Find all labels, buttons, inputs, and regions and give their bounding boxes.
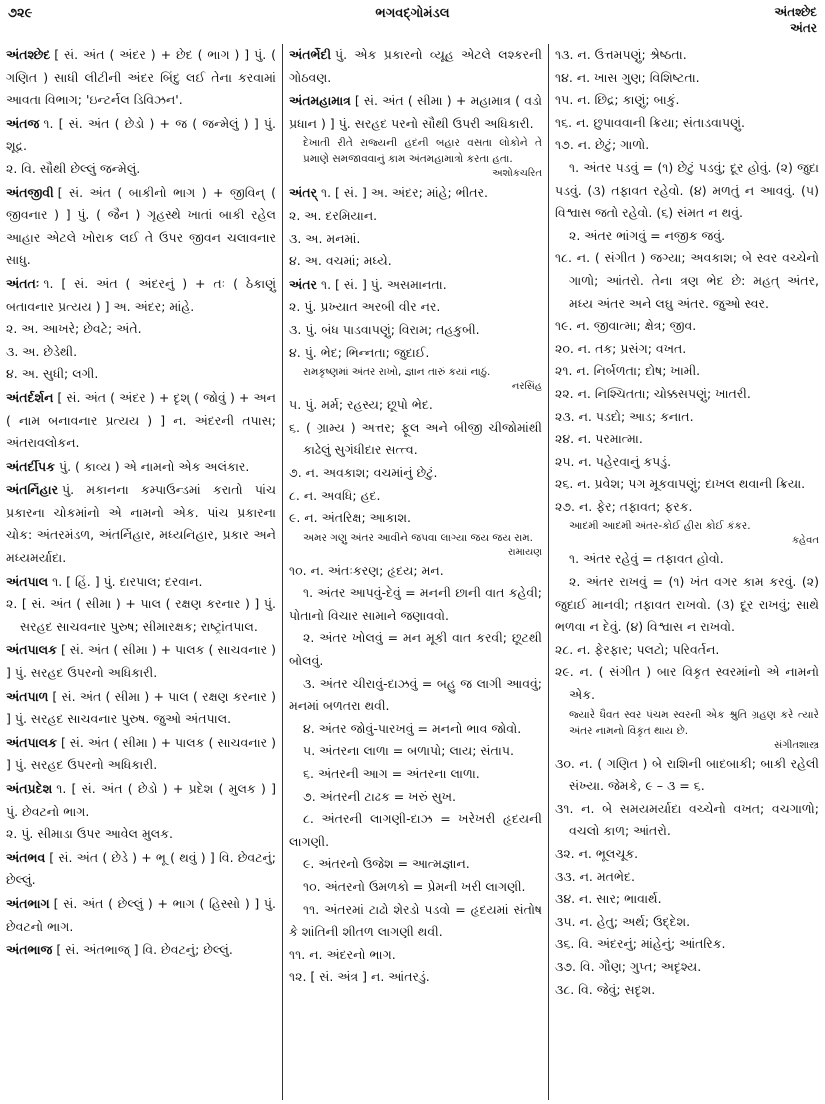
guide-words [775, 4, 817, 36]
definition: ૧૫. ન. છિદ્ર; કાણું; બાકું. [555, 92, 680, 108]
dictionary-entry [6, 847, 276, 892]
definition: ૩૨. ન. ભૂલચૂક. [555, 846, 639, 861]
headword: અંતર્ [289, 185, 317, 201]
citation: દેખાતી રીતે રાજ્યની હદની બહાર વસતા લોકોને તે પ્રમાણે સમજાવવાનું કામ અંતમહામાત્રો કરતા હતા. [303, 137, 542, 166]
definition: ૯. ન. અંતરિક્ષ; આકાશ. [289, 510, 412, 526]
definition: પું. મકાનના કમ્પાઉન્ડમાં કરાતો પાંચ પ્રકારના ચોકમાંનો એ નામનો એક. પાંચ પ્રકારના ચોક: અંતરમંડળ, અંતર્નિહાર, મધ્યનિહાર, પ્રકાર અને મધ્યમર્યાદા. [6, 482, 276, 566]
definition: ૨૨. ન. નિશ્ચિતતા; ચોક્કસપણું; ખાતરી. [555, 385, 751, 401]
guide-word-last: અંતર [790, 21, 817, 35]
definition: ૧. [ હિં. ] પું. દારપાલ; દરવાન. [52, 573, 203, 589]
column-3 [549, 44, 825, 1100]
page-number: ૭૨૯ [8, 6, 33, 21]
definition: ૨૩. ન. પડદો; આડ; કનાત. [555, 408, 694, 424]
citation: રામકૃષ્ણમાં અંતર રાખો, જ્ઞાન તારું કયાં નાઠું. [303, 366, 491, 379]
definition: પું. એક પ્રકારનો વ્યૂહ એટલે લશ્કરની ગોઠવણ. [289, 47, 542, 85]
definition: ૮. ન. અવધિ; હદ. [289, 487, 381, 503]
column-2 [283, 44, 549, 1100]
definition: ૩૫. ન. હેતુ; અર્થ; ઉદ્દેશ. [555, 913, 691, 929]
idiom: ૭. અંતરની ટાઢક = ખરું સુખ. [303, 788, 457, 804]
citation-source: નરસિંહ [511, 381, 542, 393]
definition: ૨૯. ન. ( સંગીત ) બાર વિકૃત સ્વરમાંનો એ નામનો એક. [555, 664, 819, 703]
definition: ૬. ( ગ્રામ્ય ) અત્તર; ફૂલ અને બીજી ચીજોમાંથી કાઢેલું સુગંધીદાર સત્ત્વ. [289, 419, 542, 458]
page-header [0, 0, 825, 40]
definition: [ સં. અંત ( સીમા ) + મહામાત્ર ( વડો પ્રધાન ) ] પું. સરહદ પરનો સૌથી ઉપરી અધિકારી. [289, 93, 542, 131]
definition: ૨. વિ. સૌથી છેલ્લું જન્મેલું. [6, 160, 141, 176]
definition: ૩૬. વિ. અંદરનું; માંહેનું; આંતરિક. [555, 936, 726, 952]
dictionary-entry [6, 479, 276, 569]
definition: ૫. પું. મર્મ; રહસ્ય; છૂપો ભેદ. [289, 397, 433, 413]
definition: ૨૮. ન. ફેરફાર; પલટો; પરિવર્તન. [555, 641, 720, 657]
definition: ૨. અ. દરમિયાન. [289, 207, 378, 223]
definition: ૨. [ સં. અંત ( સીમા ) + પાલ ( રક્ષણ કરનાર ) ] પું. સરહદ સાચવનાર પુરુષ; સીમારક્ષક; રાષ્ટ્રાંતપાલ. [6, 596, 276, 634]
headword: અંતજીવી [6, 184, 54, 200]
dictionary-entry [6, 686, 276, 731]
idiom: ૧૦. અંતરનો ઉમળકો = પ્રેમની ખરી લાગણી. [303, 879, 526, 894]
headword: અંતભાગ [6, 895, 50, 911]
definition: ૩. પું. બંધ પાડવાપણું; વિરામ; તહકુબી. [289, 321, 480, 337]
idiom: ૨. અંતર ખોલવું = મન મૂકી વાત કરવી; છૂટથી બોલવું. [289, 630, 542, 669]
definition: ૨૫. ન. પહેરવાનું કપડું. [555, 453, 672, 469]
definition: ૩. અ. છેડેથી. [6, 343, 78, 359]
column-1 [0, 44, 283, 1100]
definition: [ સં. અંત ( સીમા ) + પાલક ( સાચવનાર ) ] પું. સરહદ ઉપરનો અધિકારી. [6, 642, 276, 681]
dictionary-columns [0, 44, 825, 1100]
headword: અંતપાલક [6, 734, 57, 750]
definition: ૭. ન. અવકાશ; વચમાંનું છેટું. [289, 464, 438, 480]
headword: અંતર [289, 276, 317, 292]
definition: [ સં. અંત ( છેડે ) + ભૂ ( થવું ) ] વિ. છેવટનું; છેલ્લું. [6, 849, 276, 888]
idiom: ૪. અંતર જોવું-પારખવું = મનનો ભાવ જોવો. [303, 720, 522, 736]
citation-source: રામાયણ [507, 546, 542, 558]
definition: ૩૧. ન. બે સમયમર્યાદા વચ્ચેનો વખત; વચગાળો; વચલો કાળ; આંતરો. [555, 800, 819, 839]
definition: ૪. અ. વચમાં; મધ્યે. [289, 253, 392, 269]
idiom: ૬. અંતરની આગ = અંતરના લાળા. [303, 766, 480, 782]
definition: [ સં. અંતભાજ્ ] વિ. છેવટનું; છેલ્લું. [56, 942, 233, 958]
headword: અંતતઃ [6, 275, 40, 291]
dictionary-entry [289, 44, 542, 89]
dictionary-entry [6, 387, 276, 455]
definition: ૧૯. ન. જીવાત્મા; ક્ષેત્ર; જીવ. [555, 318, 697, 334]
headword: અંતપાળ [6, 688, 49, 704]
idiom: ૨. અંતર ભાંગવું = નજીક જવું. [569, 227, 726, 243]
dictionary-entry [6, 273, 276, 386]
definition: ૧. [ સં. અંત ( છેડો ) + જ ( જન્મેલું ) ] પું. શૂદ્ર. [6, 115, 276, 154]
dictionary-entry [289, 182, 542, 272]
guide-word-first: અંતશ્છેદ [774, 5, 817, 19]
definition: ૨. અ. આખરે; છેવટે; અંતે. [6, 321, 142, 337]
headword: અંતર્દીપક [6, 458, 55, 474]
idiom: ૧૧. અંતરમાં ટાઢો શેરડો પડવો = હૃદયમાં સંતોષ કે શાંતિની શીતળ લાગણી થવી. [289, 901, 542, 940]
definition: પું. ( કાવ્ય ) એ નામનો એક અલંકાર. [58, 458, 250, 474]
definition: ૨૪. ન. પરમાત્મા. [555, 431, 643, 447]
idiom: ૧. અંતર પડવું = (૧) છેટું પડવું; દૂર હોવું. (૨) જુદા પડવું. (૩) તફાવત રહેવો. (૪) મળતું ન આવવું. (૫) વિશ્વાસ જતો રહેવો. (૬) સંમત ન થવું. [555, 159, 819, 221]
citation-source: કહેવત [791, 535, 819, 547]
definition: ૪. અ. સુધી; લગી. [6, 366, 99, 382]
definition: [ સં. અંત ( બાકીનો ભાગ ) + જીવિન્ ( જીવનાર ) ] પું. ( જૈન ) ગૃહસ્થે ખાતાં બાકી રહેલ આહાર એટલે ખોરાક લઈ તે ઉપર જીવન ચલાવનાર સાધુ. [6, 184, 276, 268]
definition: ૧. [ સં. અંત ( છેડો ) + પ્રદેશ ( મુલક ) ] પું. છેવટનો ભાગ. [6, 781, 276, 819]
headword: અંતપાલક [6, 642, 57, 658]
headword: અંતમહામાત્ર [289, 93, 351, 109]
dictionary-entry [289, 90, 542, 181]
dictionary-entry [6, 182, 276, 272]
dictionary-entry [6, 44, 276, 112]
definition: [ સં. અંત ( છેલ્લું ) + ભાગ ( હિસ્સો ) ] પું. છેવટનો ભાગ. [6, 895, 276, 934]
definition: ૨. પું. પ્રખ્યાત અરબી વીર નર. [289, 299, 441, 315]
dictionary-entry [6, 456, 276, 479]
citation: જ્યારે ધૈવત સ્વર પંચમ સ્વરની એક શ્રુતિ ગ્રહણ કરે ત્યારે અંતર નામનો વિકૃત થાય છે. [569, 708, 819, 737]
headword: અંતર્ભેદી [289, 47, 332, 62]
definition: [ સં. અંત ( સીમા ) + પાલ ( રક્ષણ કરનાર ) ] પું. સરહદ સાચવનાર પુરુષ. જુઓ અંતપાલ. [6, 688, 276, 727]
idiom: ૧. અંતર આપવું-દેવું = મનની છાની વાત કહેવી; પોતાનો વિચાર સામાને જણાવવો. [289, 585, 542, 623]
citation: આદમી આદમી અંતર-કોઈ હીરા કોઈ કંકર. [569, 520, 751, 533]
headword: અંતભાજ [6, 942, 53, 958]
definition: ૧. [ સં. ] અ. અંદર; માંહે; ભીતર. [320, 185, 489, 201]
dictionary-entry [6, 778, 276, 846]
definition: ૧૬. ન. છુપાવવાની ક્રિયા; સંતાડવાપણું. [555, 114, 745, 130]
citation: અમર ગણુ અંતર આવીને જપવા લાગ્યા જય જય રામ. [303, 531, 534, 544]
dictionary-entry [6, 639, 276, 684]
definition: ૩૮. વિ. જેવું; સદૃશ. [555, 981, 656, 997]
definition: ૪. પું. ભેદ; ભિન્નતા; જુદાઈ. [289, 344, 430, 360]
definition: [ સં. અંત ( અંદર ) + છેદ ( ભાગ ) ] પું. ( ગણિત ) સાધી લીટીની અંદર બિંદુ લઈ તેના કરવામાં આવતા વિભાગ; 'ઇન્ટર્નલ ડિવિઝન'. [6, 47, 276, 108]
definition: ૨૬. ન. પ્રવેશ; પગ મૂકવાપણું; દાખલ થવાની ક્રિયા. [555, 476, 806, 492]
definition: ૧૨. [ સં. અંત્ર ] ન. આંતરડું. [289, 969, 430, 985]
definition: ૧૮. ન. ( સંગીત ) જગ્યા; અવકાશ; બે સ્વર વચ્ચેનો ગાળો; આંતરો. તેના ત્રણ ભેદ છે: મહત્ અંતર, મધ્ય અંતર અને લઘુ અંતર. જુઓ સ્વર. [555, 250, 819, 311]
headword: અંતર્નિહાર [6, 482, 59, 498]
headword: અંતર્દર્શન [6, 389, 54, 405]
idiom: ૫. અંતરના લાળા = બળાપો; લાય; સંતાપ. [303, 743, 514, 759]
citation-source: સંગીતશાસ્ત્ર [774, 739, 819, 751]
headword: અંતપ્રદેશ [6, 781, 53, 796]
dictionary-entry [6, 571, 276, 639]
headword: અંતભવ [6, 849, 46, 865]
definition: ૩૩. ન. મતભેદ. [555, 868, 635, 884]
definition: ૧૧. ન. અંદરનો ભાગ. [289, 946, 396, 962]
headword: અંતપાલ [6, 573, 49, 589]
dictionary-entry [6, 893, 276, 938]
definition: ૩. અ. મનમાં. [289, 230, 361, 246]
dictionary-entry [555, 44, 819, 1001]
idiom: ૮. અંતરની લાગણી-દાઝ = ખરેખરી હૃદયની લાગણી. [289, 811, 542, 849]
definition: ૧. [ સં. અંત ( અંદરનું ) + તઃ ( ઠેકાણું બતાવનાર પ્રત્યય ) ] અ. અંદર; માંહે. [6, 275, 276, 314]
definition: ૨. પું. સીમાડા ઉપર આવેલ મુલક. [6, 826, 174, 842]
dictionary-entry [6, 732, 276, 777]
citation-source: અશોકચરિત [492, 168, 542, 180]
definition: ૨૭. ન. ફેર; તફાવત; ફરક. [555, 498, 693, 514]
definition: ૩૭. વિ. ગૌણ; ગુપ્ત; અદૃશ્ય. [555, 958, 702, 974]
idiom: ૧. અંતર રહેવું = તફાવત હોવો. [569, 551, 724, 567]
dictionary-entry [289, 274, 542, 989]
definition: ૩૪. ન. સાર; ભાવાર્થ. [555, 891, 662, 907]
idiom: ૯. અંતરનો ઉજેશ = આત્મજ્ઞાન. [303, 856, 470, 872]
dictionary-entry [6, 939, 276, 962]
definition: ૨૧. ન. નિર્બળતા; દોષ; ખામી. [555, 363, 701, 379]
idiom: ૨. અંતર રાખવું = (૧) ખંત વગર કામ કરવું. (૨) જુદાઈ માનવી; તફાવત રાખવો. (૩) દૂર રાખવું; સાથે ભળવા ન દેવું. (૪) વિશ્વાસ ન રાખવો. [555, 574, 819, 635]
headword: અંતજ [6, 115, 40, 131]
idiom: ૩. અંતર ચીરાવું-દાઝવું = બહુ જ લાગી આવવું; મનમાં બળતરા થવી. [289, 675, 542, 714]
definition: ૧૩. ન. ઉત્તમપણું; શ્રેષ્ઠતા. [555, 47, 687, 62]
definition: ૨૦. ન. તક; પ્રસંગ; વખત. [555, 340, 687, 356]
headword: અંતશ્છેદ [6, 47, 51, 62]
definition: ૧૦. ન. અંતઃકરણ; હૃદય; મન. [289, 562, 444, 578]
definition: [ સં. અંત ( સીમા ) + પાલક ( સાચવનાર ) ] પું. સરહદ ઉપરનો અધિકારી. [6, 734, 276, 773]
dictionary-entry [6, 113, 276, 181]
definition: ૧૭. ન. છેટું; ગાળો. [555, 137, 650, 153]
book-title: ભગવદ્ગોમંડલ [375, 6, 450, 21]
definition: [ સં. અંત ( અંદર ) + દૃશ્ ( જોવું ) + અન ( નામ બનાવનાર પ્રત્યય ) ] ન. અંદરની તપાસ; અંતરાવલોકન. [6, 389, 276, 451]
definition: ૧૪. ન. ખાસ ગુણ; વિશિષ્ટતા. [555, 69, 700, 85]
definition: ૧. [ સં. ] પું. અસમાનતા. [320, 276, 447, 292]
definition: ૩૦. ન. ( ગણિત ) બે રાશિની બાદબાકી; બાકી રહેલી સંખ્યા. જેમકે, ૯ – ૩ = ૬. [555, 755, 819, 794]
